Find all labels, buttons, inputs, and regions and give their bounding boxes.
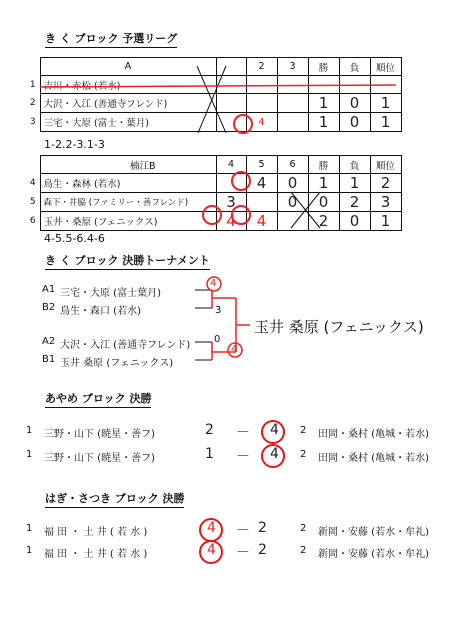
header-cell: 勝 <box>308 156 339 174</box>
score-cell: 0 <box>277 174 308 193</box>
right-score: 2 <box>258 542 267 558</box>
place: 1 <box>370 113 401 132</box>
losses: 0 <box>339 94 370 113</box>
wins: 1 <box>308 94 339 113</box>
winner-circle <box>199 540 223 564</box>
match-number-2: 2 <box>300 545 307 556</box>
ayame-row-1 <box>0 422 466 442</box>
wins: 0 <box>308 193 339 212</box>
right-score: 4 <box>270 446 279 462</box>
a1-team: 三宅・大原 (富士葉月) <box>60 288 161 299</box>
score-cell: 3 <box>216 193 246 212</box>
row-number: 5 <box>29 197 36 207</box>
right-score: 4 <box>270 422 279 438</box>
header-cell: 順位 <box>370 58 401 76</box>
row-number: 1 <box>29 79 36 90</box>
winner-circle <box>261 444 285 468</box>
b2-label: B2 <box>42 302 56 313</box>
block-b-results: 4-5.5-6.4-6 <box>44 232 105 245</box>
row-number: 4 <box>29 178 36 188</box>
team-name: 三宅・大原 (富士・葉月) <box>40 113 216 132</box>
hagi-row-2 <box>0 542 466 562</box>
team-name: 吉川・赤松 (若水) <box>40 76 216 94</box>
header-cell: 6 <box>277 156 308 174</box>
right-team: 新岡・安藤 (若水・牟礼) <box>318 549 429 560</box>
team-name: 鳥生・森林 (若水) <box>40 174 216 193</box>
losses: 0 <box>339 113 370 132</box>
final-winner: 玉井 桑原 (フェニックス) <box>254 318 424 336</box>
right-team: 田岡・桑村 (亀城・若水) <box>318 453 429 464</box>
left-team: 三野・山下 (暁星・善フ) <box>44 453 155 464</box>
header-cell: 4 <box>216 156 246 174</box>
match-number-2: 2 <box>300 425 307 436</box>
score-cell: 4 <box>246 174 277 193</box>
score-top-2: 3 <box>215 305 222 316</box>
match-number: 1 <box>26 425 33 436</box>
left-score: 2 <box>205 422 214 438</box>
a2-team: 大沢・入江 (善通寺フレンド) <box>60 340 191 351</box>
b1-team: 玉井 桑原 (フェニックス) <box>60 358 174 369</box>
header-cell: 5 <box>246 156 277 174</box>
left-team: 福 田 ・ 土 井 ( 若 水 ) <box>44 549 148 560</box>
block-a-results: 1-2.2-3.1-3 <box>44 138 105 151</box>
header-cell: 勝 <box>308 58 339 76</box>
score-cell: 4 <box>246 212 277 231</box>
left-team: 福 田 ・ 土 井 ( 若 水 ) <box>44 527 148 538</box>
header-cell: 3 <box>277 58 308 76</box>
match-number: 1 <box>26 523 33 534</box>
row-number: 3 <box>29 117 36 127</box>
ayame-title: あやめ ブロック 決勝 <box>45 390 151 408</box>
match-number-2: 2 <box>300 523 307 534</box>
header-cell: 負 <box>339 58 370 76</box>
row-number: 6 <box>29 216 36 226</box>
wins: 2 <box>308 212 339 231</box>
team-name: 森下・井脇 (ファミリー・善フレンド) <box>40 193 216 212</box>
right-score: 2 <box>258 520 267 536</box>
header-cell: 2 <box>246 58 277 76</box>
left-score: 4 <box>207 520 216 536</box>
ayame-row-2 <box>0 446 466 466</box>
losses: 0 <box>339 212 370 231</box>
left-team: 三野・山下 (暁星・善フ) <box>44 429 155 440</box>
winner-circle <box>261 420 285 444</box>
score-cell: 4 <box>216 212 246 231</box>
b1-label: B1 <box>42 354 56 365</box>
score-cell: 0 <box>277 193 308 212</box>
losses: 1 <box>339 174 370 193</box>
header-cell: 楠江B <box>40 156 216 174</box>
right-team: 田岡・桑村 (亀城・若水) <box>318 429 429 440</box>
b2-team: 鳥生・森口 (若水) <box>60 306 141 317</box>
left-score: 1 <box>205 446 214 462</box>
losses: 2 <box>339 193 370 212</box>
team-name: 玉井・桑原 (フェニックス) <box>40 212 216 231</box>
place: 2 <box>370 174 401 193</box>
place: 1 <box>370 212 401 231</box>
match-number: 1 <box>26 545 33 556</box>
hagi-row-1 <box>0 520 466 540</box>
match-number: 1 <box>26 449 33 460</box>
a1-label: A1 <box>42 284 56 295</box>
dash: － <box>236 449 250 465</box>
final-title: き く ブロック 決勝トーナメント <box>45 252 210 270</box>
block-b-marks <box>0 150 466 240</box>
row-number: 2 <box>29 98 36 108</box>
dash: － <box>236 425 250 441</box>
wins: 1 <box>308 113 339 132</box>
dash: － <box>236 545 250 561</box>
place: 3 <box>370 193 401 212</box>
header-cell: A <box>40 58 216 76</box>
winner-circle <box>199 518 223 542</box>
circled-score: 4 <box>258 116 265 128</box>
header-cell: 負 <box>339 156 370 174</box>
place: 1 <box>370 94 401 113</box>
hagi-title: はぎ・さつき ブロック 決勝 <box>45 490 184 508</box>
right-team: 新岡・安藤 (若水・牟礼) <box>318 527 429 538</box>
match-number-2: 2 <box>300 449 307 460</box>
a2-label: A2 <box>42 336 56 347</box>
score-bot-2: 4 <box>231 344 238 355</box>
wins: 1 <box>308 174 339 193</box>
team-name: 大沢・入江 (善通寺フレンド) <box>40 94 216 113</box>
left-score: 4 <box>207 542 216 558</box>
score-bot-1: 0 <box>214 334 221 345</box>
score-top-1: 4 <box>210 278 217 289</box>
dash: － <box>236 523 250 539</box>
header-cell: 順位 <box>370 156 401 174</box>
block-a-title: き く ブロック 予選リーグ <box>45 30 177 48</box>
